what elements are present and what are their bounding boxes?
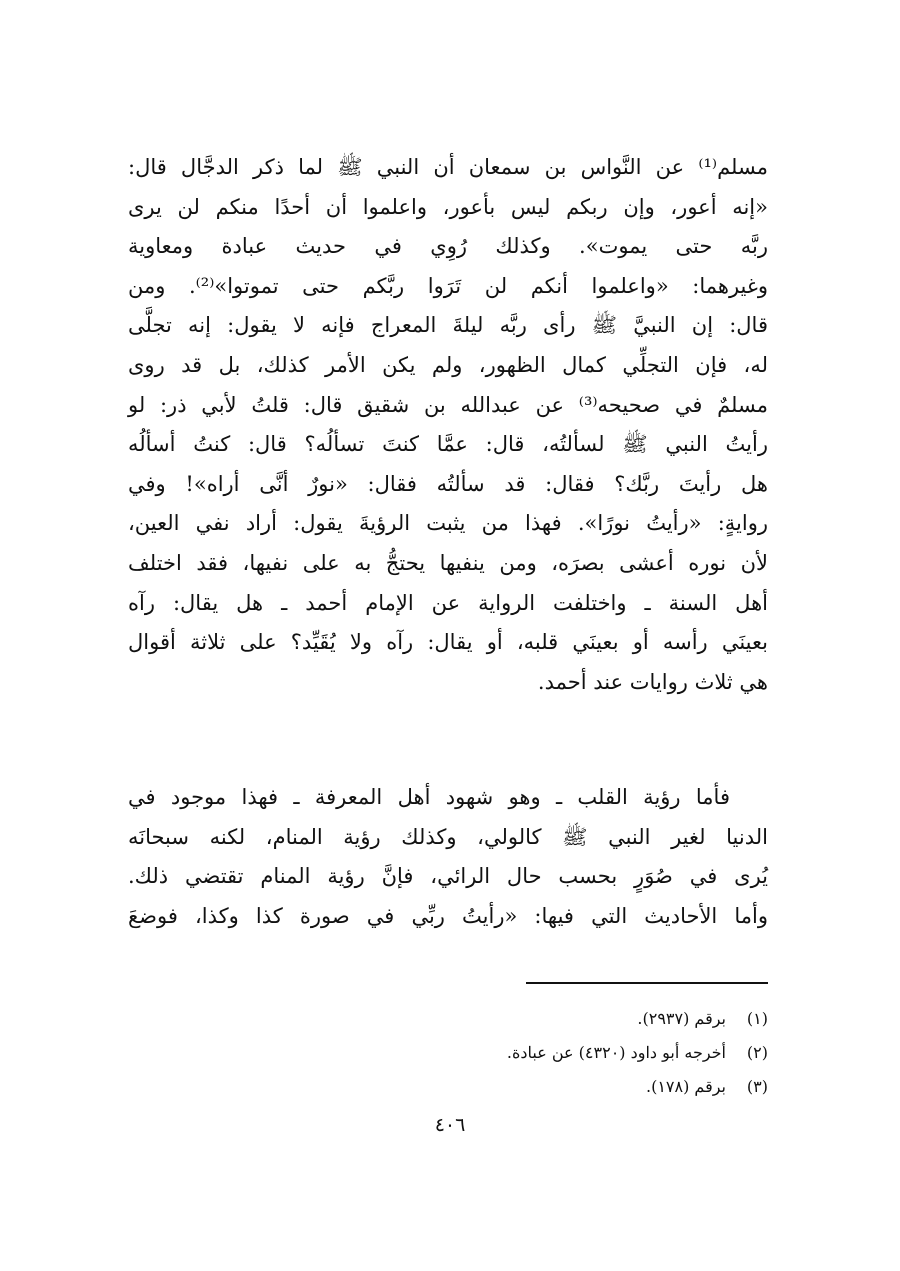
text-line: وغيرهما: «واعلموا أنكم لن تَرَوا ربَّكم حتى تموتوا»⁽²⁾. ومن [128,273,768,298]
text-line: الدنيا لغير النبي ﷺ كالولي، وكذلك رؤية المنام، لكنه سبحانَه [128,824,768,849]
text-line: وأما الأحاديث التي فيها: «رأيتُ ربِّي في صورة كذا وكذا، فوضعَ [128,903,768,928]
text-line: ربَّه حتى يموت». وكذلك رُوِي في حديث عبادة ومعاوية [128,234,768,259]
footnote-marker: (٣) [746,1077,768,1096]
footnote-item [300,1036,768,1070]
text-line: يُرى في صُوَرٍ بحسب حال الرائي، فإنَّ رؤية المنام تقتضي ذلك. [128,864,768,889]
text-line: قال: إن النبيَّ ﷺ رأى ربَّه ليلةَ المعراج فإنه لا يقول: إنه تجلَّى [128,313,768,338]
footnote-marker: (٢) [746,1043,768,1062]
footnote-text: برقم (٢٩٣٧). [637,1009,726,1028]
footnote-item [300,1002,768,1036]
footnotes [300,1002,768,1104]
text-line: هل رأيتَ ربَّك؟ فقال: قد سألتُه فقال: «نورٌ أنَّى أراه»! وفي [128,471,768,496]
footnote-item [300,1070,768,1104]
footnote-separator [526,982,768,984]
text-line: مسلم⁽¹⁾ عن النَّواس بن سمعان أن النبي ﷺ لما ذكر الدجَّال قال: [128,155,768,179]
text-line: لأن نوره أعشى بصرَه، ومن ينفيها يحتجُّ به على نفيها، فقد اختلف [128,550,768,575]
text-line: مسلمٌ في صحيحه⁽³⁾ عن عبدالله بن شقيق قال: قلتُ لأبي ذر: لو [128,392,768,417]
text-line: بعينَي رأسه أو بعينَي قلبه، أو يقال: رآه ولا يُقَيِّد؟ على ثلاثة أقوال [128,630,768,655]
text-line: أهل السنة ـ واختلفت الرواية عن الإمام أحمد ـ هل يقال: رآه [128,590,768,615]
text-line: روايةٍ: «رأيتُ نورًا». فهذا من يثبت الرؤيةَ يقول: أراد نفي العين، [128,511,768,536]
text-line: رأيتُ النبي ﷺ لسألتُه، قال: عمَّا كنتَ تسألُه؟ قال: كنتُ أسألُه [128,432,768,457]
footnote-text: أخرجه أبو داود (٤٣٢٠) عن عبادة. [506,1043,726,1062]
page-number: ٤٠٦ [434,1114,466,1136]
footnote-marker: (١) [746,1009,768,1028]
text-line: له، فإن التجلِّي كمال الظهور، ولم يكن الأمر كذلك، بل قد روى [128,352,768,377]
footnote-text: برقم (١٧٨). [645,1077,726,1096]
paragraph-1 [128,148,768,702]
text-line: فأما رؤية القلب ـ وهو شهود أهل المعرفة ـ فهذا موجود في [128,785,730,809]
text-line-last: هي ثلاث روايات عند أحمد. [537,669,768,694]
text-line: «إنه أعور، وإن ربكم ليس بأعور، واعلموا أن أحدًا منكم لن يرى [128,194,768,219]
paragraph-2 [128,778,768,936]
